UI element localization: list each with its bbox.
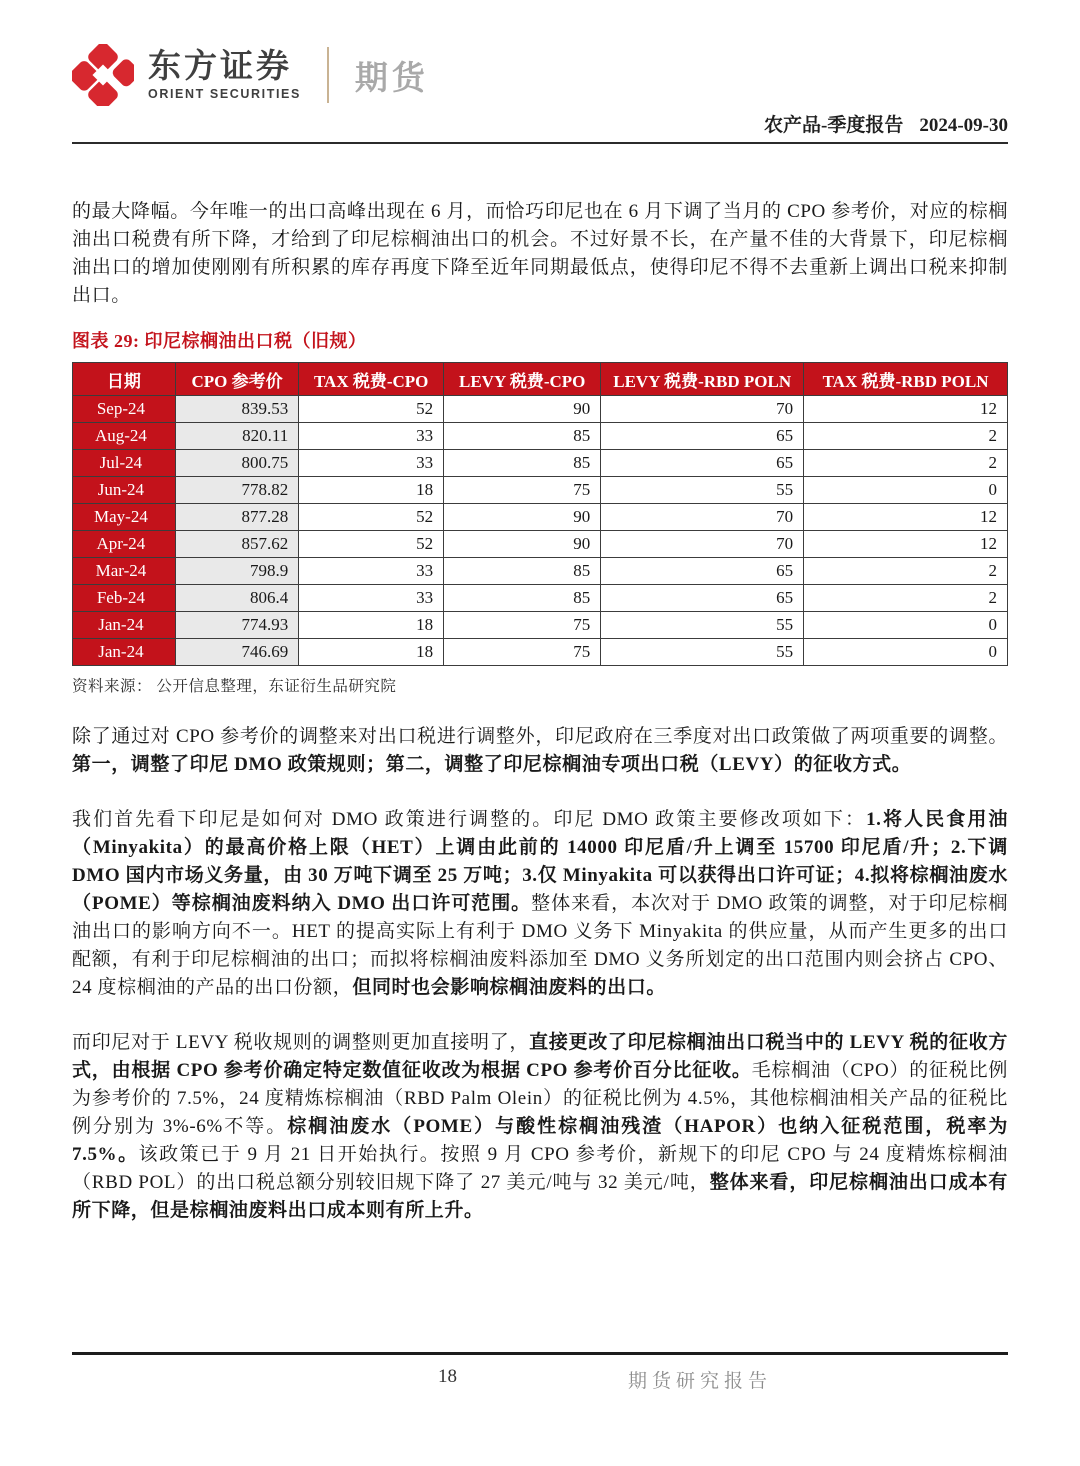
tax-table-body	[73, 396, 1008, 666]
value-cell: 85	[444, 450, 601, 477]
footer-inner	[72, 1355, 1008, 1399]
column-header: CPO 参考价	[175, 363, 298, 396]
value-cell: 85	[444, 558, 601, 585]
data-source-note: 资料来源： 公开信息整理，东证衍生品研究院	[72, 678, 397, 695]
paragraph-policy-adjustments	[72, 723, 1008, 779]
report-meta-row	[72, 110, 1008, 144]
value-cell: 70	[601, 504, 804, 531]
paragraph-run-bold: 直接更改了印尼棕榈油出口税当中的 LEVY 税的征收方式，由根据 CPO 参考价确定特定数值征收改为根据 CPO 参考价百分比征收。	[72, 1032, 1008, 1081]
value-cell: 12	[804, 504, 1008, 531]
column-header: LEVY 税费-CPO	[444, 363, 601, 396]
table-row	[73, 612, 1008, 639]
value-cell: 806.4	[175, 585, 298, 612]
table-row	[73, 504, 1008, 531]
paragraph-run-bold: 棕榈油废水（POME）与酸性棕榈油残渣（HAPOR）也纳入征税范围，税率为 7.5%。	[72, 1116, 1008, 1165]
brand-name-cn: 东方证券	[148, 47, 292, 85]
page-header	[0, 0, 1080, 144]
value-cell: 820.11	[175, 423, 298, 450]
date-cell: Feb-24	[73, 585, 176, 612]
value-cell: 85	[444, 585, 601, 612]
value-cell: 2	[804, 423, 1008, 450]
paragraph-run-bold: 1.将人民食用油（Minyakita）的最高价格上限（HET）上调由此前的 14000 印尼盾/升上调至 15700 印尼盾/升；2.下调 DMO 国内市场义务量，由 30 万吨下调至 25 万吨；3.仅 Minyakita 可以获得出口许可证；4.拟将棕榈油废水（POME）等棕榈油废料纳入 DMO 出口许可范围。	[72, 809, 1008, 914]
value-cell: 877.28	[175, 504, 298, 531]
table-row	[73, 477, 1008, 504]
brand-name-en: ORIENT SECURITIES	[148, 86, 301, 101]
table-row	[73, 423, 1008, 450]
value-cell: 90	[444, 396, 601, 423]
table-row	[73, 396, 1008, 423]
paragraph-dmo-policy	[72, 806, 1008, 1002]
paragraph-intro	[72, 198, 1008, 310]
paragraph-run: 除了通过对 CPO 参考价的调整来对出口税进行调整外，印尼政府在三季度对出口政策做了两项重要的调整。	[72, 726, 1008, 747]
column-header: LEVY 税费-RBD POLN	[601, 363, 804, 396]
table-row	[73, 585, 1008, 612]
table-header-row	[73, 363, 1008, 396]
export-tax-table	[72, 362, 1008, 666]
column-header: TAX 税费-CPO	[299, 363, 444, 396]
value-cell: 70	[601, 531, 804, 558]
value-cell: 75	[444, 612, 601, 639]
date-cell: Apr-24	[73, 531, 176, 558]
value-cell: 65	[601, 450, 804, 477]
value-cell: 75	[444, 639, 601, 666]
page-content	[0, 198, 1080, 1225]
date-cell: Mar-24	[73, 558, 176, 585]
table-row	[73, 558, 1008, 585]
value-cell: 65	[601, 558, 804, 585]
paragraph-run-bold: 第一，调整了印尼 DMO 政策规则；第二，调整了印尼棕榈油专项出口税（LEVY）的征收方式。	[72, 754, 912, 775]
date-cell: Aug-24	[73, 423, 176, 450]
value-cell: 52	[299, 396, 444, 423]
value-cell: 65	[601, 585, 804, 612]
figure-title: 图表 29: 印尼棕榈油出口税（旧规）	[72, 331, 367, 351]
date-cell: Sep-24	[73, 396, 176, 423]
paragraph-run: 我们首先看下印尼是如何对 DMO 政策进行调整的。印尼 DMO 政策主要修改项如下：	[72, 809, 867, 830]
value-cell: 774.93	[175, 612, 298, 639]
date-cell: Jul-24	[73, 450, 176, 477]
orient-securities-logo-icon	[72, 44, 134, 106]
value-cell: 85	[444, 423, 601, 450]
value-cell: 2	[804, 585, 1008, 612]
table-row	[73, 450, 1008, 477]
value-cell: 70	[601, 396, 804, 423]
brand-text	[148, 49, 301, 101]
paragraph-run: 毛棕榈油（CPO）的征税比例为参考价的 7.5%，24 度精炼棕榈油（RBD Palm Olein）的征税比例为 4.5%，其他棕榈油相关产品的征税比例分别为 3%-6%不等。	[72, 1060, 1008, 1137]
value-cell: 2	[804, 450, 1008, 477]
value-cell: 55	[601, 612, 804, 639]
column-header: TAX 税费-RBD POLN	[804, 363, 1008, 396]
division-label: 期货	[354, 58, 429, 96]
date-cell: Jun-24	[73, 477, 176, 504]
footer-report-label: 期货研究报告	[628, 1371, 773, 1392]
value-cell: 12	[804, 531, 1008, 558]
value-cell: 0	[804, 639, 1008, 666]
value-cell: 746.69	[175, 639, 298, 666]
value-cell: 33	[299, 558, 444, 585]
report-type-label: 农产品-季度报告	[764, 115, 904, 136]
value-cell: 12	[804, 396, 1008, 423]
value-cell: 2	[804, 558, 1008, 585]
report-date: 2024-09-30	[919, 115, 1008, 136]
page-footer	[72, 1352, 1008, 1399]
table-row	[73, 531, 1008, 558]
value-cell: 33	[299, 585, 444, 612]
paragraph-run-bold: 整体来看，印尼棕榈油出口成本有所下降，但是棕榈油废料出口成本则有所上升。	[72, 1172, 1008, 1221]
brand-row	[72, 42, 1008, 108]
paragraph-intro-text: 的最大降幅。今年唯一的出口高峰出现在 6 月，而恰巧印尼也在 6 月下调了当月的 CPO 参考价，对应的棕榈油出口税费有所下降，才给到了印尼棕榈油出口的机会。不过好景不长，在产量不佳的大背景下，印尼棕榈油出口的增加使刚刚有所积累的库存再度下降至近年同期最低点，使得印尼不得不去重新上调出口税来抑制出口。	[72, 201, 1008, 306]
value-cell: 0	[804, 612, 1008, 639]
paragraph-run: 而印尼对于 LEVY 税收规则的调整则更加直接明了，	[72, 1032, 530, 1053]
value-cell: 90	[444, 504, 601, 531]
paragraph-run: 整体来看，本次对于 DMO 政策的调整，对于印尼棕榈油出口的影响方向不一。HET 的提高实际上有利于 DMO 义务下 Minyakita 的供应量，从而产生更多的出口配额，有利于印尼棕榈油的出口；而拟将棕榈油废料添加至 DMO 义务所划定的出口范围内则会挤占 CPO、24 度棕榈油的产品的出口份额，	[72, 893, 1009, 998]
value-cell: 0	[804, 477, 1008, 504]
date-cell: Jan-24	[73, 612, 176, 639]
value-cell: 55	[601, 639, 804, 666]
value-cell: 18	[299, 477, 444, 504]
value-cell: 839.53	[175, 396, 298, 423]
value-cell: 857.62	[175, 531, 298, 558]
value-cell: 55	[601, 477, 804, 504]
column-header: 日期	[73, 363, 176, 396]
value-cell: 75	[444, 477, 601, 504]
value-cell: 52	[299, 531, 444, 558]
page-number: 18	[438, 1366, 457, 1387]
value-cell: 33	[299, 423, 444, 450]
value-cell: 18	[299, 612, 444, 639]
value-cell: 778.82	[175, 477, 298, 504]
date-cell: May-24	[73, 504, 176, 531]
brand-divider	[327, 47, 329, 103]
value-cell: 90	[444, 531, 601, 558]
paragraph-run-bold: 但同时也会影响棕榈油废料的出口。	[352, 977, 666, 998]
value-cell: 798.9	[175, 558, 298, 585]
value-cell: 65	[601, 423, 804, 450]
paragraph-run: 该政策已于 9 月 21 日开始执行。按照 9 月 CPO 参考价，新规下的印尼 CPO 与 24 度精炼棕榈油（RBD POL）的出口税总额分别较旧规下降了 27 美元/吨与 32 美元/吨，	[72, 1144, 1008, 1193]
table-row	[73, 639, 1008, 666]
value-cell: 18	[299, 639, 444, 666]
value-cell: 33	[299, 450, 444, 477]
value-cell: 52	[299, 504, 444, 531]
date-cell: Jan-24	[73, 639, 176, 666]
paragraph-levy-rules	[72, 1029, 1008, 1225]
value-cell: 800.75	[175, 450, 298, 477]
